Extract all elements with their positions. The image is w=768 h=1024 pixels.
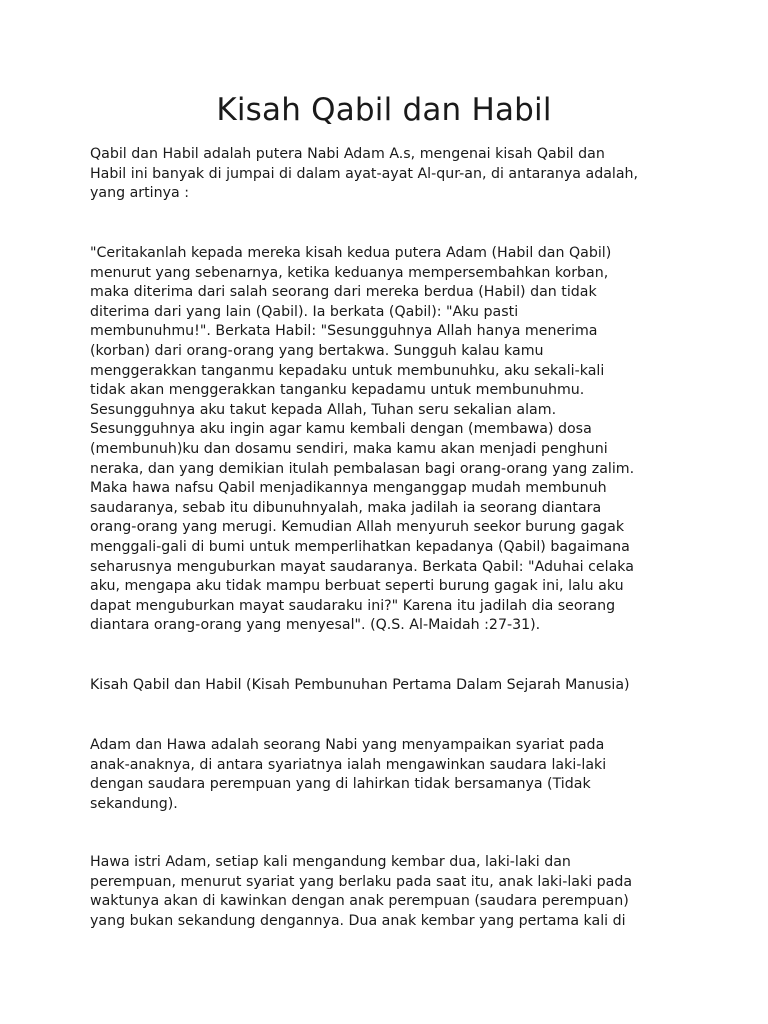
paragraph-hawa-twins: Hawa istri Adam, setiap kali mengandung kembar dua, laki-laki dan perempuan, menurut syariat yang berlaku pada saat itu, anak laki-laki pada waktunya akan di kawinkan dengan anak perempuan (saudara perempuan) yang bukan sekandung dengannya. Dua anak kembar yang pertama kali di — [90, 854, 633, 929]
paragraph-subheading: Kisah Qabil dan Habil (Kisah Pembunuhan Pertama Dalam Sejarah Manusia) — [90, 677, 630, 693]
paragraph-quran-quote: "Ceritakanlah kepada mereka kisah kedua putera Adam (Habil dan Qabil) menurut yang sebenarnya, ketika keduanya mempersembahkan korban, maka diterima dari salah seorang dari mereka berdua (Habil) dan tidak diterima dari yang lain (Qabil). Ia berkata (Qabil): "Aku pasti membunuhmu!". Berkata Habil: "Sesungguhnya Allah hanya menerima (korban) dari orang-orang yang bertakwa. Sungguh kalau kamu menggerakkan tanganmu kepadaku untuk membunuhku, aku sekali-kali tidak akan menggerakkan tanganku kepadamu untuk membunuhmu. Sesungguhnya aku takut kepada Allah, Tuhan seru sekalian alam. Sesungguhnya aku ingin agar kamu kembali dengan (membawa) dosa (membunuh)ku dan dosamu sendiri, maka kamu akan menjadi penghuni neraka, dan yang demikian itulah pembalasan bagi orang-orang yang zalim. Maka hawa nafsu Qabil menjadikannya menganggap mudah membunuh saudaranya, sebab itu dibunuhnyalah, maka jadilah ia seorang diantara orang-orang yang merugi. Kemudian Allah menyuruh seekor burung gagak menggali-gali di bumi untuk memperlihatkan kepadanya (Qabil) bagaimana seharusnya menguburkan mayat saudaranya. Berkata Qabil: "Aduhai celaka aku, mengapa aku tidak mampu berbuat seperti burung gagak ini, lalu aku dapat menguburkan mayat saudaraku ini?" Karena itu jadilah dia seorang diantara orang-orang yang menyesal". (Q.S. Al-Maidah :27-31). — [90, 245, 635, 634]
paragraph-intro: Qabil dan Habil adalah putera Nabi Adam A.s, mengenai kisah Qabil dan Habil ini banyak di jumpai di dalam ayat-ayat Al-qur-an, di antaranya adalah, yang artinya : — [90, 146, 639, 202]
paragraph-adam-hawa: Adam dan Hawa adalah seorang Nabi yang menyampaikan syariat pada anak-anaknya, di antara syariatnya ialah mengawinkan saudara laki-laki dengan saudara perempuan yang di lahirkan tidak bersamanya (Tidak sekandung). — [90, 737, 607, 812]
document-title: Kisah Qabil dan Habil — [216, 92, 552, 128]
